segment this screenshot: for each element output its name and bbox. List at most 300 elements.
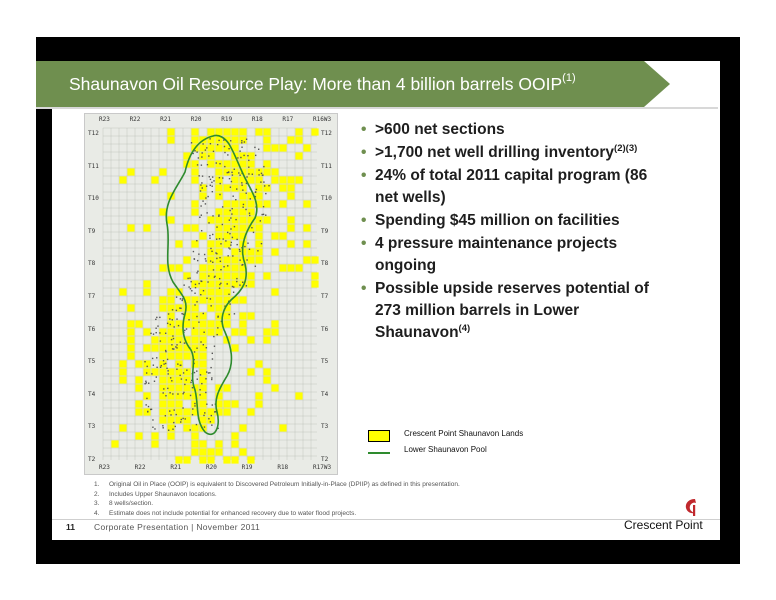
range-label-top: R17 xyxy=(282,116,294,123)
township-label-left: T4 xyxy=(88,390,96,398)
land-block xyxy=(231,216,238,223)
land-block xyxy=(223,240,230,247)
land-block xyxy=(207,456,214,463)
land-block xyxy=(263,128,270,135)
land-block xyxy=(215,448,222,455)
land-block xyxy=(151,176,158,183)
land-block xyxy=(135,408,142,415)
land-block xyxy=(223,224,230,231)
land-block xyxy=(127,352,134,359)
range-label-bottom: R18 xyxy=(277,464,289,471)
land-block xyxy=(175,360,182,367)
land-block xyxy=(159,208,166,215)
land-block xyxy=(119,288,126,295)
land-block xyxy=(183,304,190,311)
township-label-right: T6 xyxy=(321,325,329,333)
land-block xyxy=(223,184,230,191)
land-block xyxy=(239,136,246,143)
footnote-text: 8 wells/section. xyxy=(109,500,154,508)
land-block xyxy=(295,264,302,271)
land-block xyxy=(207,144,214,151)
land-block xyxy=(167,400,174,407)
land-block xyxy=(175,328,182,335)
bullet-marker: • xyxy=(361,235,367,252)
land-block xyxy=(207,448,214,455)
land-block xyxy=(215,328,222,335)
land-block xyxy=(183,256,190,263)
bullet-marker: • xyxy=(361,167,367,184)
land-block xyxy=(263,328,270,335)
land-block xyxy=(159,376,166,383)
land-block xyxy=(263,200,270,207)
township-label-left: T8 xyxy=(88,260,96,268)
land-block xyxy=(199,272,206,279)
land-block xyxy=(239,152,246,159)
land-block xyxy=(223,384,230,391)
bullet-text: >600 net sections xyxy=(375,121,505,138)
land-block xyxy=(223,200,230,207)
footnote-text: Original Oil in Place (OOIP) is equivalent to Discovered Petroleum Initially-in-Place (DPIIP) as defined in this presentation. xyxy=(109,481,460,488)
land-block xyxy=(247,208,254,215)
land-block xyxy=(215,144,222,151)
land-block xyxy=(191,328,198,335)
land-block xyxy=(271,320,278,327)
land-block xyxy=(295,176,302,183)
land-block xyxy=(199,344,206,351)
land-block xyxy=(255,224,262,231)
land-block xyxy=(239,312,246,319)
land-block xyxy=(143,408,150,415)
land-block xyxy=(191,168,198,175)
range-label-bottom: R19 xyxy=(241,464,253,471)
land-block xyxy=(167,136,174,143)
land-block xyxy=(159,304,166,311)
land-block xyxy=(159,408,166,415)
land-block xyxy=(175,336,182,343)
footnote-number: 2. xyxy=(94,490,100,498)
township-label-right: T7 xyxy=(321,293,329,300)
legend-swatch-green-line xyxy=(368,452,390,454)
land-block xyxy=(303,224,310,231)
land-block xyxy=(223,456,230,463)
land-block xyxy=(255,184,262,191)
land-block xyxy=(119,360,126,367)
township-label-right: T8 xyxy=(321,260,329,268)
legend-label-pool: Lower Shaunavon Pool xyxy=(404,445,487,454)
land-block xyxy=(159,416,166,423)
land-block xyxy=(303,144,310,151)
land-block xyxy=(191,128,198,135)
land-block xyxy=(159,368,166,375)
land-block xyxy=(111,440,118,447)
township-label-left: T6 xyxy=(88,325,96,333)
land-block xyxy=(191,432,198,439)
slide-title-text: Shaunavon Oil Resource Play: More than 4 billion barrels OOIP xyxy=(69,74,563,94)
land-block xyxy=(119,376,126,383)
land-block xyxy=(295,128,302,135)
shaunavon-land-map xyxy=(84,113,338,475)
land-block xyxy=(199,296,206,303)
range-label-bottom: R22 xyxy=(134,464,146,471)
land-block xyxy=(199,352,206,359)
land-block xyxy=(119,176,126,183)
land-block xyxy=(223,264,230,271)
land-block xyxy=(127,224,134,231)
land-block xyxy=(127,336,134,343)
land-block xyxy=(231,256,238,263)
land-block xyxy=(175,320,182,327)
footnote-text: Includes Upper Shaunavon locations. xyxy=(109,490,217,498)
land-block xyxy=(119,424,126,431)
land-block xyxy=(183,376,190,383)
land-block xyxy=(255,360,262,367)
title-banner-arrow xyxy=(644,61,670,107)
land-block xyxy=(239,424,246,431)
land-block xyxy=(191,200,198,207)
land-block xyxy=(159,296,166,303)
land-block xyxy=(231,176,238,183)
land-block xyxy=(135,384,142,391)
land-block xyxy=(127,304,134,311)
land-block xyxy=(263,144,270,151)
slide-title-footnote-ref: (1) xyxy=(562,72,576,84)
range-label-top: R18 xyxy=(251,116,263,123)
land-block xyxy=(231,440,238,447)
land-block xyxy=(199,384,206,391)
land-block xyxy=(183,392,190,399)
land-block xyxy=(247,272,254,279)
land-block xyxy=(183,368,190,375)
land-block xyxy=(199,232,206,239)
land-block xyxy=(207,416,214,423)
land-block xyxy=(183,224,190,231)
footnote-number: 4. xyxy=(94,510,100,518)
land-block xyxy=(183,384,190,391)
land-block xyxy=(255,256,262,263)
land-block xyxy=(263,168,270,175)
land-block xyxy=(207,296,214,303)
land-block xyxy=(231,232,238,239)
bullet-footnote-ref: (2)(3) xyxy=(614,143,638,154)
land-block xyxy=(239,296,246,303)
township-label-left: T5 xyxy=(88,358,96,366)
land-block xyxy=(311,128,318,135)
bullet-pressure-maintenance xyxy=(361,233,661,277)
land-block xyxy=(199,360,206,367)
land-block xyxy=(223,312,230,319)
company-logo-text: Crescent Point xyxy=(624,518,703,532)
range-label-top: R19 xyxy=(221,116,233,123)
range-label-bottom: R21 xyxy=(170,464,182,471)
land-block xyxy=(151,344,158,351)
land-block xyxy=(191,224,198,231)
land-block xyxy=(191,440,198,447)
township-label-right: T9 xyxy=(321,227,329,235)
land-block xyxy=(255,400,262,407)
land-block xyxy=(215,256,222,263)
land-block xyxy=(231,344,238,351)
land-block xyxy=(263,272,270,279)
land-block xyxy=(271,328,278,335)
land-block xyxy=(183,352,190,359)
land-block xyxy=(199,328,206,335)
township-label-left: T10 xyxy=(88,195,99,203)
land-block xyxy=(183,320,190,327)
township-label-left: T2 xyxy=(88,456,96,463)
land-block xyxy=(263,376,270,383)
land-block xyxy=(127,344,134,351)
footnote-1 xyxy=(94,480,460,490)
land-block xyxy=(279,232,286,239)
land-block xyxy=(279,264,286,271)
land-block xyxy=(223,400,230,407)
land-block xyxy=(191,424,198,431)
map-graphic xyxy=(85,114,337,474)
land-block xyxy=(199,400,206,407)
land-block xyxy=(175,240,182,247)
land-block xyxy=(255,392,262,399)
land-block xyxy=(199,408,206,415)
bullet-text: Spending $45 million on facilities xyxy=(375,212,620,229)
land-block xyxy=(207,320,214,327)
township-label-right: T12 xyxy=(321,130,332,137)
land-block xyxy=(199,320,206,327)
land-block xyxy=(143,344,150,351)
bullet-marker: • xyxy=(361,280,367,297)
land-block xyxy=(215,288,222,295)
land-block xyxy=(199,456,206,463)
bullet-capital-program xyxy=(361,165,661,209)
land-block xyxy=(295,392,302,399)
land-block xyxy=(135,400,142,407)
land-block xyxy=(159,384,166,391)
land-block xyxy=(255,128,262,135)
footer-divider xyxy=(52,519,720,520)
land-block xyxy=(271,168,278,175)
land-block xyxy=(247,256,254,263)
frame-top xyxy=(36,37,740,61)
land-block xyxy=(239,128,246,135)
land-block xyxy=(151,336,158,343)
bullet-facilities-spending xyxy=(361,210,661,232)
land-block xyxy=(215,160,222,167)
bullet-text: 4 pressure maintenance projects ongoing xyxy=(375,235,618,274)
land-block xyxy=(175,456,182,463)
land-block xyxy=(167,296,174,303)
land-block xyxy=(175,400,182,407)
land-block xyxy=(167,128,174,135)
land-block xyxy=(247,336,254,343)
land-block xyxy=(239,224,246,231)
land-block xyxy=(231,400,238,407)
land-block xyxy=(303,256,310,263)
land-block xyxy=(191,336,198,343)
land-block xyxy=(199,376,206,383)
land-block xyxy=(191,240,198,247)
land-block xyxy=(167,352,174,359)
land-block xyxy=(231,456,238,463)
land-block xyxy=(191,208,198,215)
land-block xyxy=(175,352,182,359)
land-block xyxy=(287,240,294,247)
land-block xyxy=(231,128,238,135)
land-block xyxy=(191,296,198,303)
crescent-point-logo-icon xyxy=(683,497,701,517)
land-block xyxy=(167,216,174,223)
footnote-3 xyxy=(94,499,460,509)
land-block xyxy=(119,368,126,375)
land-block xyxy=(199,152,206,159)
land-block xyxy=(247,200,254,207)
land-block xyxy=(151,432,158,439)
range-label-bottom: R17W3 xyxy=(313,464,332,471)
land-block xyxy=(287,176,294,183)
footnotes xyxy=(94,480,460,519)
bullet-text: 24% of total 2011 capital program (86 net wells) xyxy=(375,167,648,206)
land-block xyxy=(223,408,230,415)
land-block xyxy=(311,280,318,287)
land-block xyxy=(159,352,166,359)
range-label-bottom: R23 xyxy=(99,464,110,471)
frame-right xyxy=(720,61,740,564)
land-block xyxy=(311,272,318,279)
land-block xyxy=(223,272,230,279)
land-block xyxy=(263,136,270,143)
land-block xyxy=(151,440,158,447)
township-label-right: T5 xyxy=(321,358,329,366)
land-block xyxy=(247,176,254,183)
bullet-upside-reserves xyxy=(361,278,661,344)
title-underline xyxy=(36,107,718,109)
land-block xyxy=(191,160,198,167)
land-block xyxy=(135,360,142,367)
land-block xyxy=(271,384,278,391)
land-block xyxy=(287,224,294,231)
land-block xyxy=(231,184,238,191)
land-block xyxy=(223,128,230,135)
bullet-marker: • xyxy=(361,121,367,138)
township-label-right: T4 xyxy=(321,390,329,398)
range-label-bottom: R20 xyxy=(206,464,217,471)
land-block xyxy=(191,320,198,327)
land-block xyxy=(175,376,182,383)
land-block xyxy=(215,440,222,447)
land-block xyxy=(231,224,238,231)
land-block xyxy=(143,288,150,295)
land-block xyxy=(247,248,254,255)
land-block xyxy=(207,328,214,335)
land-block xyxy=(215,128,222,135)
land-block xyxy=(159,336,166,343)
land-block xyxy=(287,136,294,143)
land-block xyxy=(239,320,246,327)
land-block xyxy=(215,280,222,287)
bullet-marker: • xyxy=(361,212,367,229)
footnote-4 xyxy=(94,509,460,519)
bullet-net-sections xyxy=(361,119,661,141)
land-block xyxy=(223,256,230,263)
range-label-top: R16W3 xyxy=(313,116,332,123)
township-label-left: T12 xyxy=(88,130,99,137)
footer-caption: Corporate Presentation | November 2011 xyxy=(94,522,261,532)
land-block xyxy=(143,368,150,375)
land-block xyxy=(143,328,150,335)
land-block xyxy=(231,200,238,207)
land-block xyxy=(207,256,214,263)
land-block xyxy=(287,216,294,223)
township-label-right: T10 xyxy=(321,195,332,203)
land-block xyxy=(191,176,198,183)
land-block xyxy=(199,440,206,447)
land-block xyxy=(303,200,310,207)
land-block xyxy=(199,448,206,455)
land-block xyxy=(223,320,230,327)
land-block xyxy=(127,320,134,327)
land-block xyxy=(295,152,302,159)
land-block xyxy=(167,344,174,351)
land-block xyxy=(271,176,278,183)
land-block xyxy=(303,240,310,247)
land-block xyxy=(287,264,294,271)
land-block xyxy=(135,432,142,439)
township-label-right: T11 xyxy=(321,162,332,170)
land-block xyxy=(231,264,238,271)
land-block xyxy=(223,208,230,215)
land-block xyxy=(167,328,174,335)
land-block xyxy=(231,136,238,143)
township-label-left: T11 xyxy=(88,162,99,170)
bullet-drilling-inventory xyxy=(361,142,661,164)
land-block xyxy=(175,264,182,271)
bullet-text: >1,700 net well drilling inventory xyxy=(375,144,615,161)
land-block xyxy=(247,312,254,319)
land-block xyxy=(215,192,222,199)
land-block xyxy=(143,224,150,231)
township-label-left: T3 xyxy=(88,423,96,431)
land-block xyxy=(207,408,214,415)
land-block xyxy=(215,264,222,271)
land-block xyxy=(271,144,278,151)
footnote-2 xyxy=(94,490,460,500)
land-block xyxy=(295,136,302,143)
frame-left xyxy=(36,61,52,564)
range-label-top: R20 xyxy=(190,116,202,123)
land-block xyxy=(207,288,214,295)
land-block xyxy=(167,304,174,311)
land-block xyxy=(159,400,166,407)
land-block xyxy=(215,184,222,191)
bullet-text: Possible upside reserves potential of 273 million barrels in Lower Shaunavon xyxy=(375,280,649,341)
land-block xyxy=(279,176,286,183)
land-block xyxy=(239,216,246,223)
footnote-text: Estimate does not include potential for enhanced recovery due to water flood projects. xyxy=(109,510,357,518)
land-block xyxy=(167,288,174,295)
land-block xyxy=(239,448,246,455)
land-block xyxy=(135,376,142,383)
land-block xyxy=(255,232,262,239)
land-block xyxy=(271,232,278,239)
land-block xyxy=(127,168,134,175)
legend-label-lands: Crescent Point Shaunavon Lands xyxy=(404,429,524,438)
land-block xyxy=(215,216,222,223)
land-block xyxy=(231,248,238,255)
land-block xyxy=(215,296,222,303)
land-block xyxy=(183,416,190,423)
land-block xyxy=(167,432,174,439)
land-block xyxy=(247,280,254,287)
footnote-number: 1. xyxy=(94,481,100,488)
land-block xyxy=(263,368,270,375)
